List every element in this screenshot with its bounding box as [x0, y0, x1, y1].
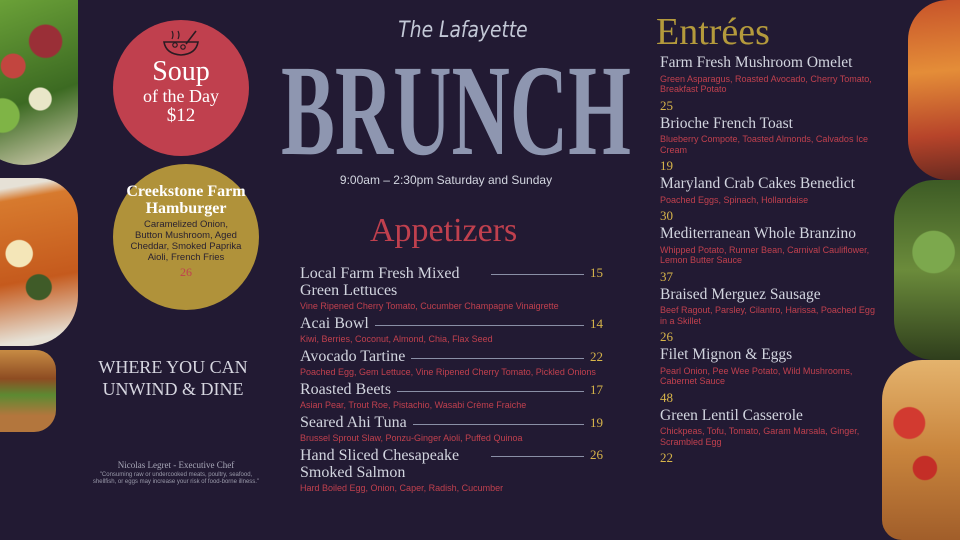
entree-name: Braised Merguez Sausage	[660, 285, 821, 303]
entree-price: 37	[660, 268, 673, 284]
appetizer-name: Seared Ahi Tuna	[300, 414, 407, 431]
entree-item	[660, 347, 878, 406]
entree-name: Farm Fresh Mushroom Omelet	[660, 54, 853, 71]
entree-item	[660, 55, 878, 114]
appetizer-item	[300, 265, 622, 312]
appetizer-price: 26	[590, 447, 603, 462]
entree-name: Filet Mignon & Eggs	[660, 346, 793, 363]
brunch-hours: 9:00am – 2:30pm Saturday and Sunday	[339, 173, 553, 187]
appetizer-item	[300, 348, 622, 378]
appetizer-description: Asian Pear, Trout Roe, Pistachio, Wasabi Crème Fraiche	[300, 400, 527, 410]
left-food-photos	[0, 0, 80, 540]
entree-item	[660, 116, 878, 175]
entree-price: 19	[660, 158, 673, 173]
leader-line	[411, 358, 584, 359]
soup-title: Soup	[152, 56, 210, 87]
appetizer-item	[300, 447, 622, 494]
entree-name: Mediterranean Whole Branzino	[660, 225, 856, 242]
burger-title: Creekstone Farm Hamburger	[126, 183, 246, 217]
right-food-photos	[880, 0, 960, 540]
appetizer-price: 17	[590, 382, 603, 397]
sandwich-photo	[0, 350, 56, 432]
appetizer-name: Hand Sliced Chesapeake Smoked Salmon	[300, 447, 460, 481]
entree-price: 25	[660, 97, 673, 113]
french-toast-photo	[882, 360, 960, 540]
appetizer-name: Acai Bowl	[300, 315, 369, 332]
entrees-list	[660, 55, 878, 468]
leader-line	[397, 391, 584, 392]
entree-description: Pearl Onion, Pee Wee Potato, Wild Mushrooms, Cabernet Sauce	[660, 365, 853, 386]
leader-line	[491, 456, 584, 457]
appetizer-price: 22	[590, 349, 603, 364]
appetizer-price: 15	[590, 265, 603, 280]
appetizer-name: Avocado Tartine	[300, 348, 406, 365]
leader-line	[375, 325, 584, 326]
entree-item	[660, 226, 878, 285]
appetizer-name: Roasted Beets	[300, 381, 392, 398]
appetizer-item	[300, 414, 622, 444]
soup-subtitle: of the Day	[143, 86, 219, 106]
soup-of-the-day-badge	[113, 20, 249, 156]
appetizer-name: Local Farm Fresh Mixed Green Lettuces	[300, 265, 460, 299]
entree-price: 26	[660, 329, 673, 344]
burger-description: Caramelized Onion, Button Mushroom, Aged Cheddar, Smoked Paprika Aioli, French Fries	[130, 219, 242, 263]
soup-price: $12	[166, 105, 196, 126]
greens-photo	[894, 180, 960, 360]
entrees-heading: Entrées	[656, 11, 770, 53]
appetizers-list	[300, 265, 622, 497]
entree-item	[660, 176, 878, 224]
restaurant-name: The Lafayette	[398, 18, 528, 43]
tagline: WHERE YOU CAN UNWIND & DINE	[98, 357, 248, 399]
entree-description: Beef Ragout, Parsley, Cilantro, Harissa, Poached Egg in a Skillet	[660, 305, 875, 326]
entree-description: Blueberry Compote, Toasted Almonds, Calvados Ice Cream	[660, 134, 868, 155]
entree-description: Poached Eggs, Spinach, Hollandaise	[660, 194, 809, 205]
chef-name: Nicolas Legret - Executive Chef	[117, 460, 235, 470]
entree-price: 22	[660, 450, 673, 465]
salad-photo	[0, 0, 78, 165]
brunch-title	[278, 50, 634, 166]
entree-price: 48	[660, 389, 673, 405]
soup-bowl-icon	[158, 28, 204, 58]
entree-description: Green Asparagus, Roasted Avocado, Cherry Tomato, Breakfast Potato	[660, 73, 872, 94]
leader-line	[413, 424, 584, 425]
appetizer-price: 19	[590, 415, 603, 430]
entree-name: Green Lentil Casserole	[660, 406, 803, 424]
appetizer-description: Vine Ripened Cherry Tomato, Cucumber Champagne Vinaigrette	[300, 301, 559, 311]
burger-feature-badge	[113, 164, 259, 310]
entree-name: Maryland Crab Cakes Benedict	[660, 175, 855, 192]
appetizer-price: 14	[590, 316, 603, 331]
burger-price: 26	[180, 265, 192, 279]
appetizer-item	[300, 315, 622, 345]
appetizer-description: Poached Egg, Gem Lettuce, Vine Ripened Cherry Tomato, Pickled Onions	[300, 367, 596, 377]
food-safety-note: "Consuming raw or undercooked meats, poultry, seafood, shellfish, or eggs may increase your risk of food-borne illness."	[92, 472, 260, 485]
soup-bowl-photo	[0, 178, 78, 346]
chef-credit	[88, 460, 264, 486]
entree-item	[660, 287, 878, 346]
appetizer-item	[300, 381, 622, 411]
entree-description: Whipped Potato, Runner Bean, Carnival Cauliflower, Lemon Butter Sauce	[660, 244, 870, 265]
appetizer-description: Hard Boiled Egg, Onion, Caper, Radish, Cucumber	[300, 483, 504, 493]
entree-item	[660, 408, 878, 467]
entree-price: 30	[660, 208, 673, 223]
entree-description: Chickpeas, Tofu, Tomato, Garam Marsala, Ginger, Scrambled Egg	[660, 426, 860, 447]
appetizers-heading: Appetizers	[370, 212, 518, 249]
appetizer-description: Kiwi, Berries, Coconut, Almond, Chia, Flax Seed	[300, 334, 493, 344]
entree-name: Brioche French Toast	[660, 114, 793, 132]
pasta-photo	[908, 0, 960, 180]
brunch-title-text: BRUNCH	[281, 50, 631, 166]
appetizer-description: Brussel Sprout Slaw, Ponzu-Ginger Aioli, Puffed Quinoa	[300, 433, 523, 443]
leader-line	[491, 274, 584, 275]
